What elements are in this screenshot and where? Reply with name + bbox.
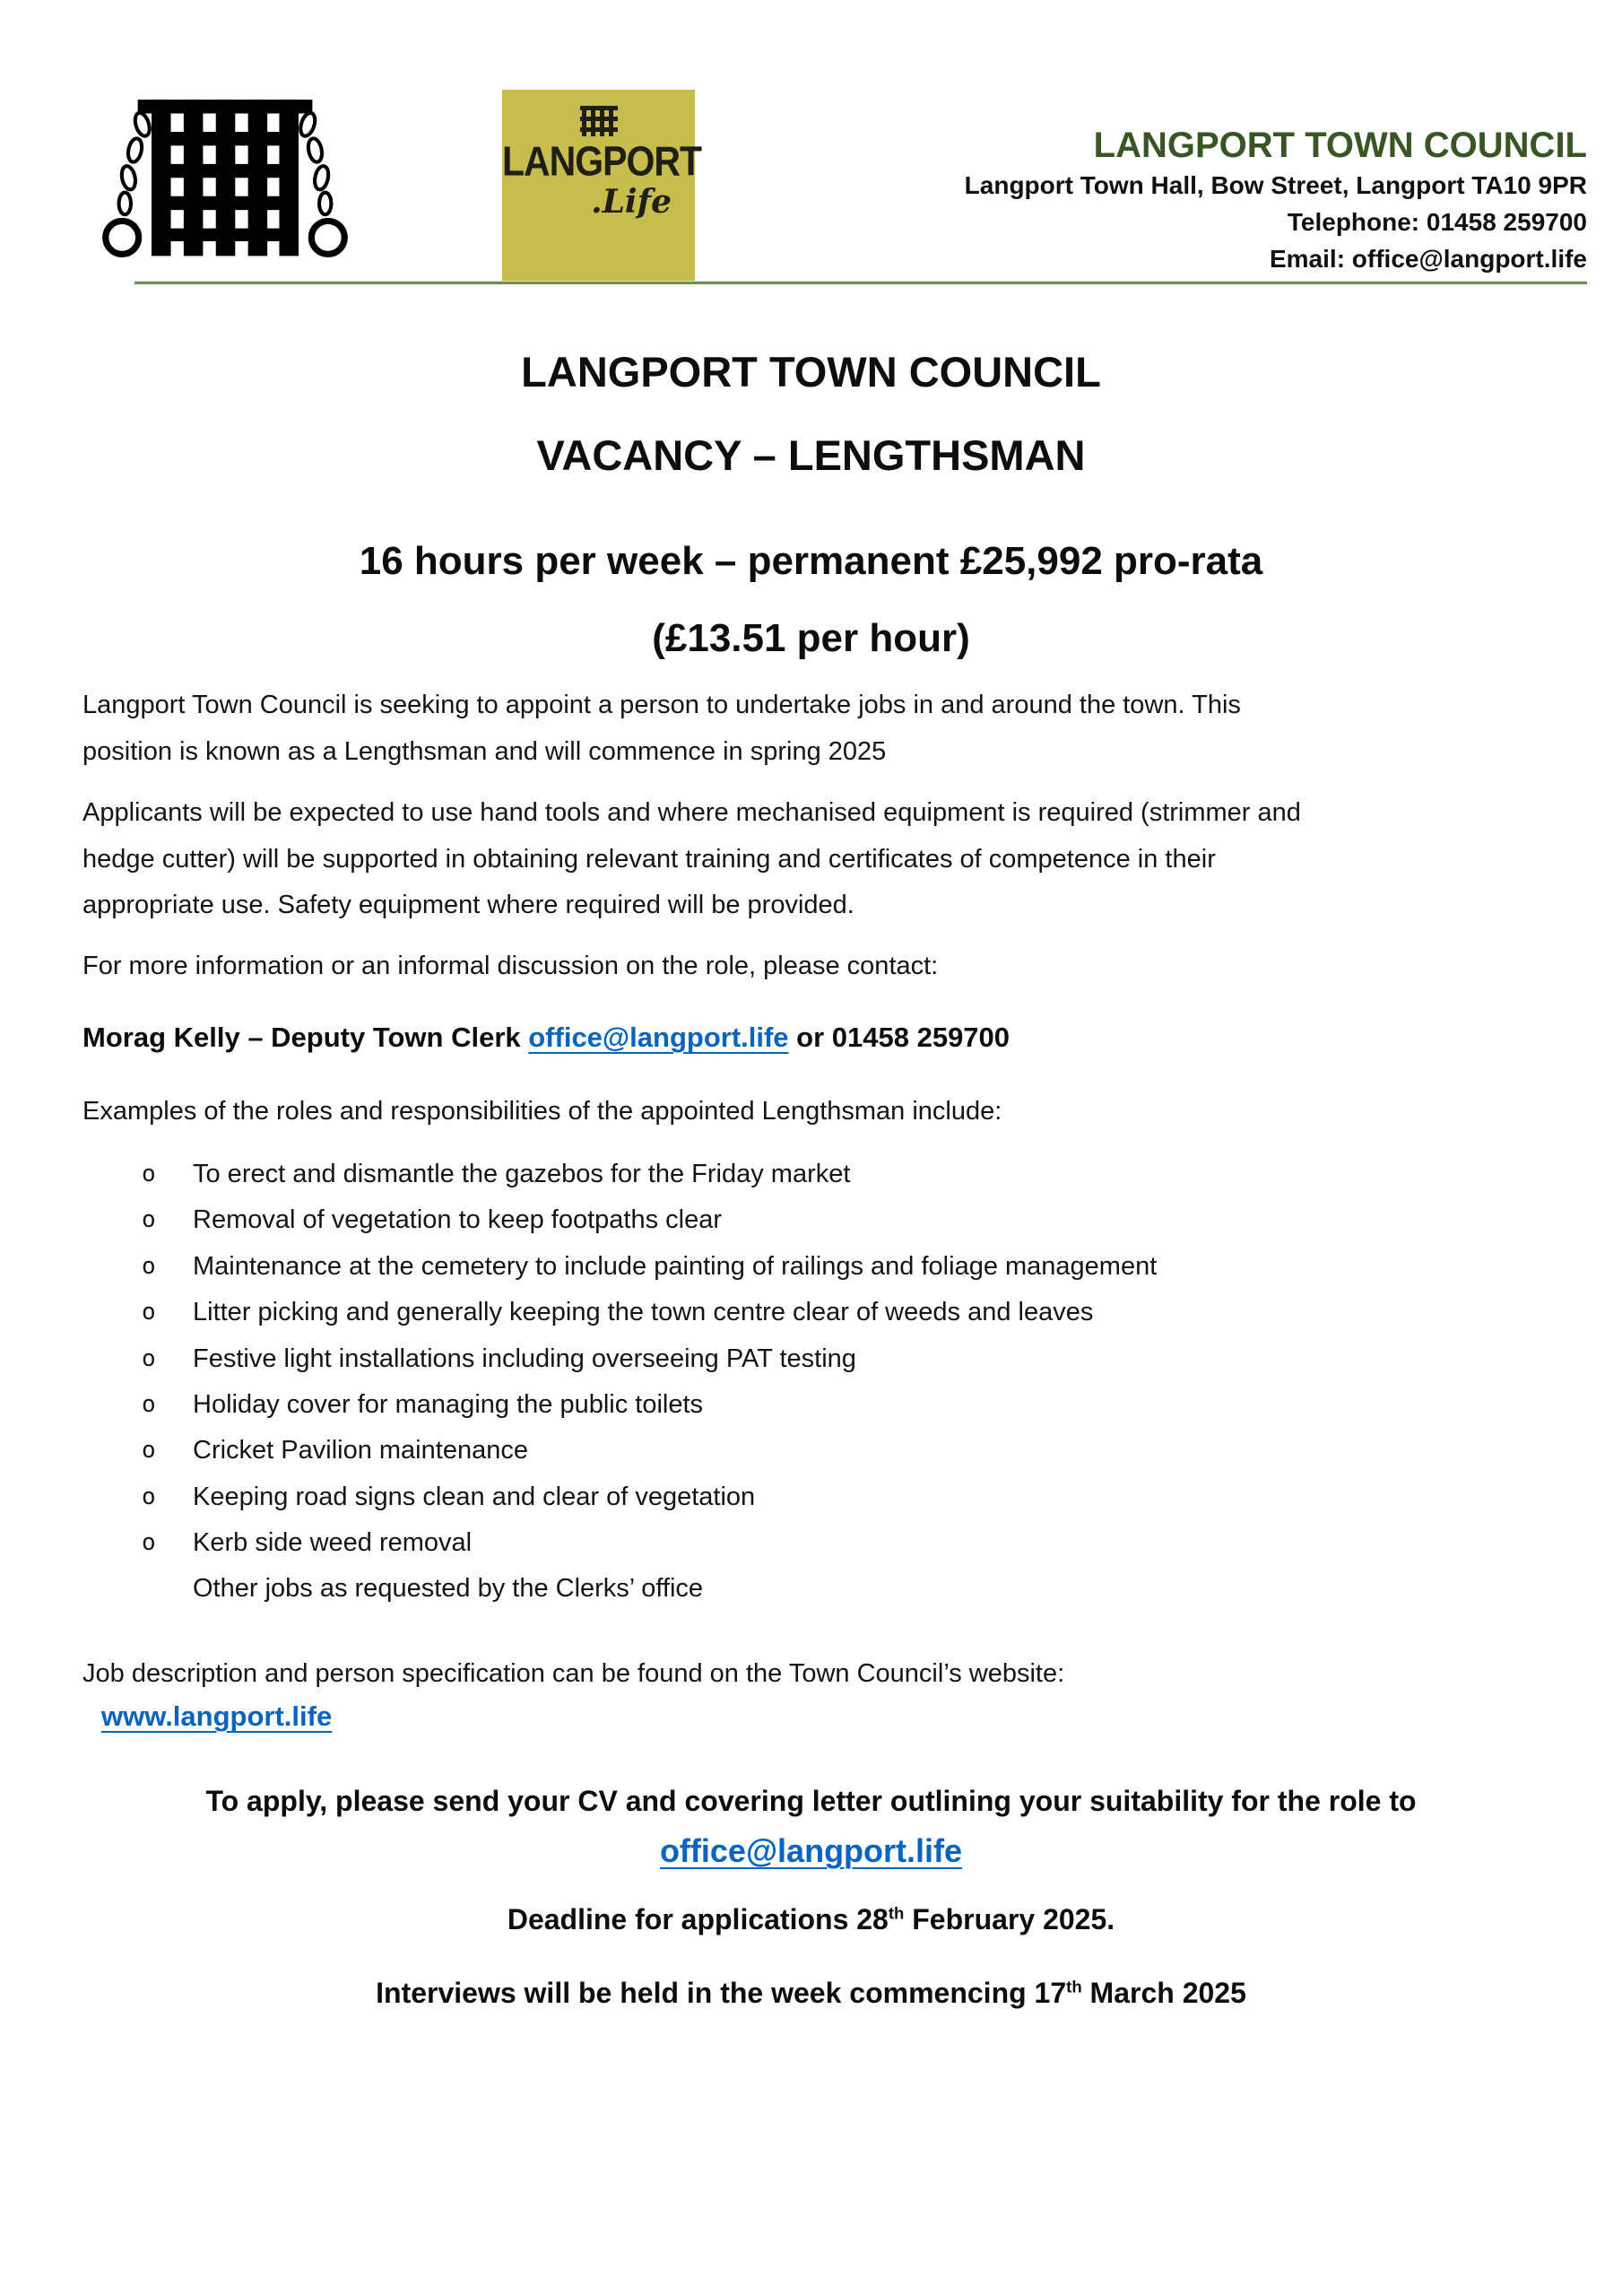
list-item-text: Cricket Pavilion maintenance bbox=[193, 1436, 528, 1465]
list-item bbox=[82, 1244, 1528, 1290]
apply-email-line bbox=[0, 1830, 1622, 1873]
list-item bbox=[82, 1382, 1528, 1428]
portcullis-logo-icon bbox=[86, 95, 364, 279]
bullet-marker: o bbox=[142, 1161, 156, 1187]
interviews-ordinal: th bbox=[1066, 1977, 1082, 1996]
doc-title-hours: 16 hours per week – permanent £25,992 pro-rata bbox=[359, 539, 1263, 583]
bullet-marker: o bbox=[142, 1483, 156, 1510]
deadline-ordinal: th bbox=[888, 1903, 905, 1923]
website-intro: Job description and person specification can be found on the Town Council’s website: bbox=[82, 1659, 1065, 1688]
header-contact-block bbox=[965, 124, 1587, 277]
doc-title-rate: (£13.51 per hour) bbox=[652, 616, 970, 660]
bullet-marker: o bbox=[142, 1529, 156, 1557]
contact-line bbox=[82, 1014, 1528, 1061]
roles-intro: Examples of the roles and responsibilities of the appointed Lengthsman include: bbox=[82, 1097, 1002, 1126]
deadline-line bbox=[0, 1900, 1622, 1939]
apply-instruction: To apply, please send your CV and covering letter outlining your suitability for the role to bbox=[205, 1785, 1417, 1817]
deadline-prefix: Deadline for applications 28 bbox=[507, 1903, 889, 1935]
bullet-marker: o bbox=[142, 1206, 156, 1234]
list-item-text: Kerb side weed removal bbox=[193, 1528, 473, 1558]
apply-email-link[interactable]: office@langport.life bbox=[659, 1832, 963, 1869]
bullet-marker: o bbox=[142, 1299, 156, 1326]
contact-prefix: Morag Kelly – Deputy Town Clerk bbox=[82, 1022, 529, 1053]
bullet-marker: o bbox=[142, 1344, 156, 1372]
list-item bbox=[82, 1336, 1528, 1382]
header-address: Langport Town Hall, Bow Street, Langport TA10 9PR bbox=[964, 171, 1587, 199]
list-item bbox=[82, 1428, 1528, 1474]
mini-portcullis-icon bbox=[580, 106, 618, 136]
list-item-text: Removal of vegetation to keep footpaths clear bbox=[193, 1205, 723, 1235]
bullet-marker: o bbox=[142, 1390, 156, 1418]
langport-life-logo bbox=[502, 90, 702, 281]
interviews-line bbox=[0, 1973, 1622, 2013]
list-item bbox=[82, 1152, 1528, 1197]
list-item bbox=[82, 1474, 1528, 1520]
list-item-text: Holiday cover for managing the public toilets bbox=[193, 1389, 704, 1419]
list-item bbox=[82, 1197, 1528, 1243]
interviews-suffix: March 2025 bbox=[1081, 1977, 1246, 2009]
list-item bbox=[82, 1520, 1528, 1566]
header-email: Email: office@langport.life bbox=[1269, 245, 1587, 273]
roles-list bbox=[82, 1152, 1528, 1567]
paragraph-line: appropriate use. Safety equipment where required will be provided. bbox=[82, 891, 854, 919]
paragraph-line: Applicants will be expected to use hand tools and where mechanised equipment is required (strimmer and bbox=[82, 798, 1301, 827]
list-item-text: Keeping road signs clean and clear of vegetation bbox=[193, 1482, 756, 1511]
bullet-marker: o bbox=[142, 1252, 156, 1280]
deadline-suffix: February 2025. bbox=[904, 1903, 1115, 1935]
list-item-text: Festive light installations including overseeing PAT testing bbox=[193, 1344, 856, 1373]
intro-paragraph-1 bbox=[82, 683, 1528, 775]
contact-email-link[interactable]: office@langport.life bbox=[528, 1022, 789, 1053]
list-item-text: To erect and dismantle the gazebos for the Friday market bbox=[193, 1160, 851, 1188]
doc-title-council: LANGPORT TOWN COUNCIL bbox=[521, 348, 1101, 396]
interviews-prefix: Interviews will be held in the week commencing 17 bbox=[376, 1977, 1067, 2009]
list-item-text: Litter picking and generally keeping the town centre clear of weeds and leaves bbox=[193, 1298, 1094, 1327]
list-item-text: Maintenance at the cemetery to include painting of railings and foliage management bbox=[193, 1251, 1158, 1281]
header-divider-rule bbox=[134, 281, 1587, 284]
website-link-line bbox=[82, 1693, 1528, 1742]
list-item bbox=[82, 1290, 1528, 1335]
paragraph-line: Langport Town Council is seeking to appoint a person to undertake jobs in and around the town. This bbox=[82, 691, 1241, 719]
paragraph-line: position is known as a Lengthsman and will commence in spring 2025 bbox=[82, 736, 887, 766]
website-link[interactable]: www.langport.life bbox=[101, 1700, 333, 1732]
header-telephone: Telephone: 01458 259700 bbox=[1287, 208, 1587, 236]
roles-extra-line: Other jobs as requested by the Clerks’ office bbox=[193, 1574, 704, 1603]
header-council-name: LANGPORT TOWN COUNCIL bbox=[1093, 126, 1587, 165]
contact-note: For more information or an informal discussion on the role, please contact: bbox=[82, 952, 939, 980]
life-logo-wordmark: LANGPORT bbox=[502, 138, 702, 185]
paragraph-line: hedge cutter) will be supported in obtaining relevant training and certificates of competence in their bbox=[82, 844, 1216, 874]
contact-suffix: or 01458 259700 bbox=[788, 1022, 1010, 1053]
doc-title-vacancy: VACANCY – LENGTHSMAN bbox=[536, 431, 1086, 479]
intro-paragraph-2 bbox=[82, 790, 1528, 929]
life-logo-suffix: .Life bbox=[591, 183, 672, 221]
bullet-marker: o bbox=[142, 1437, 156, 1465]
